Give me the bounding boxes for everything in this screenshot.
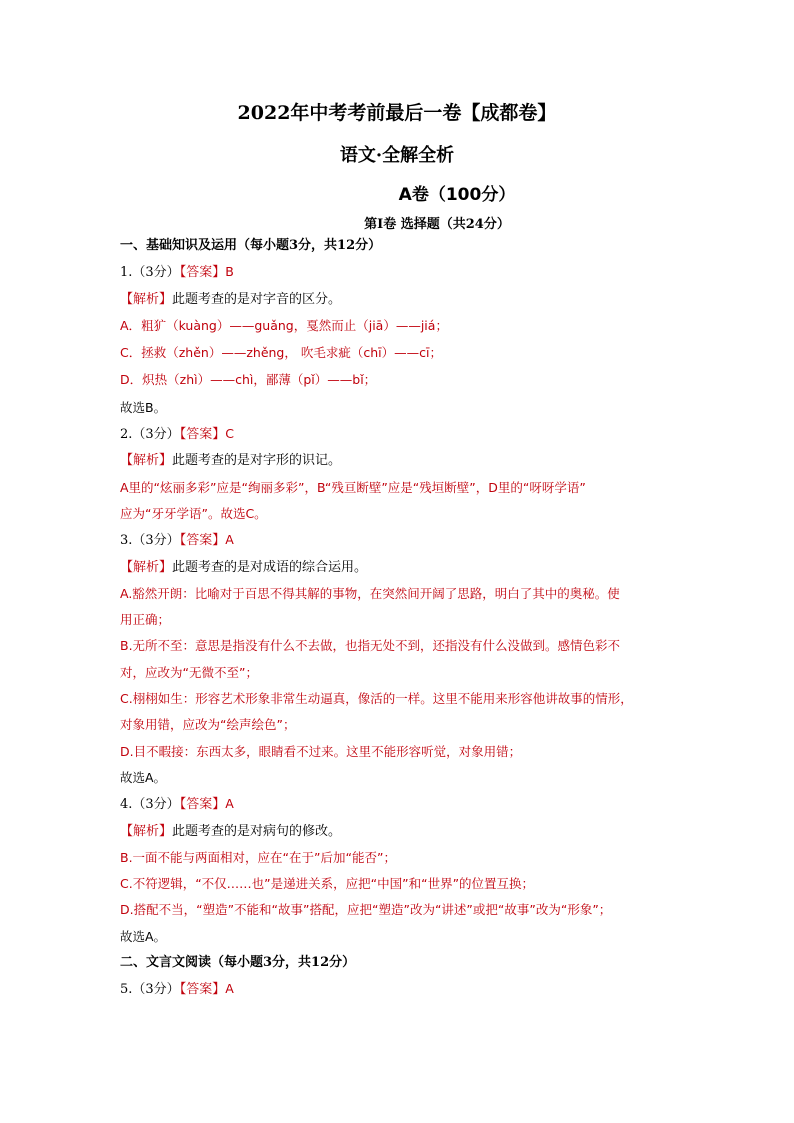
question-1-option-c <box>120 340 680 367</box>
question-4-answer <box>120 791 680 818</box>
analysis-label: 【解析】 <box>120 291 173 307</box>
question-3-option-b-line-1: B.无所不至：意思是指没有什么不去做，也指无处不到，还指没有什么没做到。感情色彩不 <box>120 638 621 654</box>
question-number: 5.（3分） <box>120 982 180 998</box>
question-3-option-a-line-1: A.豁然开朗：比喻对于百思不得其解的事物，在突然间开阔了思路，明白了其中的奥秘。使 <box>120 585 620 601</box>
question-2-answer <box>120 421 680 448</box>
question-3-option-d-line-1: D.目不暇接：东西太多，眼睛看不过来。这里不能形容听觉，对象用错； <box>120 743 522 759</box>
volume-heading: 第I卷 选择题（共24分） <box>364 217 510 232</box>
question-1-answer <box>120 259 680 286</box>
analysis-text: 此题考查的是对成语的综合运用。 <box>172 559 368 575</box>
option-label: A． <box>120 317 142 333</box>
analysis-text: 此题考查的是对字形的识记。 <box>172 453 342 469</box>
answer-label: 【答案】 <box>179 265 226 281</box>
analysis-label: 【解析】 <box>120 559 173 575</box>
option-label: D． <box>120 372 143 388</box>
question-1-conclusion: 故选B。 <box>120 399 167 415</box>
section-heading-2: 二、文言文阅读（每小题3分，共12分） <box>120 955 356 971</box>
section-heading-1: 一、基础知识及运用（每小题3分，共12分） <box>120 238 382 253</box>
question-2-analysis <box>120 448 680 474</box>
question-3-conclusion: 故选A。 <box>120 769 167 785</box>
question-1-option-a <box>120 313 680 340</box>
question-3-answer <box>120 527 680 554</box>
question-4-option-b: B.一面不能与两面相对，应在“在于”后加“能否”； <box>120 849 396 865</box>
question-2-explanation-line-2: 应为“牙牙学语”。故选C。 <box>120 505 267 521</box>
main-title: 2022年中考考前最后一卷【成都卷】 <box>237 102 557 124</box>
option-text: 炽热（zhì）——chì，鄙薄（pǐ）——bǐ； <box>142 372 377 388</box>
question-4-analysis <box>120 819 680 845</box>
question-4-option-d: D.搭配不当，“塑造”不能和“故事”搭配，应把“塑造”改为“讲述”或把“故事”改为“形象”； <box>120 902 612 918</box>
question-4-conclusion: 故选A。 <box>120 928 167 944</box>
part-heading: A卷（100分） <box>398 185 516 205</box>
question-number: 3.（3分） <box>120 533 180 549</box>
answer-value: A <box>225 981 234 997</box>
answer-value: C <box>225 426 234 442</box>
answer-value: A <box>225 532 234 548</box>
question-3-option-c-line-1: C.栩栩如生：形容艺术形象非常生动逼真，像活的一样。这里不能用来形容他讲故事的情形， <box>120 691 633 707</box>
question-1-analysis <box>120 287 680 313</box>
option-label: C． <box>120 345 142 361</box>
answer-value: B <box>225 264 234 280</box>
content-body <box>120 233 680 1004</box>
analysis-text: 此题考查的是对字音的区分。 <box>172 291 342 307</box>
answer-label: 【答案】 <box>179 533 226 549</box>
question-2-explanation-line-1: A里的“炫丽多彩”应是“绚丽多彩”，B“残亘断壁”应是“残垣断壁”，D里的“呀呀学语” <box>120 479 586 495</box>
answer-label: 【答案】 <box>179 797 226 813</box>
question-1-option-d <box>120 367 680 394</box>
question-3-analysis <box>120 555 680 581</box>
analysis-text: 此题考查的是对病句的修改。 <box>172 823 342 839</box>
question-3-option-c-line-2: 对象用错，应改为“绘声绘色”； <box>120 717 296 733</box>
subtitle: 语文·全解全析 <box>339 145 455 166</box>
answer-value: A <box>225 796 234 812</box>
question-4-option-c: C.不符逻辑，“不仅……也”是递进关系，应把“中国”和“世界”的位置互换； <box>120 876 535 892</box>
analysis-label: 【解析】 <box>120 823 173 839</box>
question-3-option-b-line-2: 对，应改为“无微不至”； <box>120 664 258 680</box>
question-3-option-a-line-2: 用正确； <box>120 612 171 628</box>
question-number: 1.（3分） <box>120 265 180 281</box>
question-number: 2.（3分） <box>120 427 180 443</box>
answer-label: 【答案】 <box>179 427 226 443</box>
option-text: 粗犷（kuàng）——guǎng，戛然而止（jiā）——jiá； <box>141 317 448 333</box>
question-5-answer <box>120 976 680 1003</box>
answer-label: 【答案】 <box>179 982 226 998</box>
analysis-label: 【解析】 <box>120 453 173 469</box>
question-number: 4.（3分） <box>120 797 180 813</box>
option-text: 拯救（zhěn）——zhěng， 吹毛求疵（chī）——cī； <box>141 345 442 361</box>
